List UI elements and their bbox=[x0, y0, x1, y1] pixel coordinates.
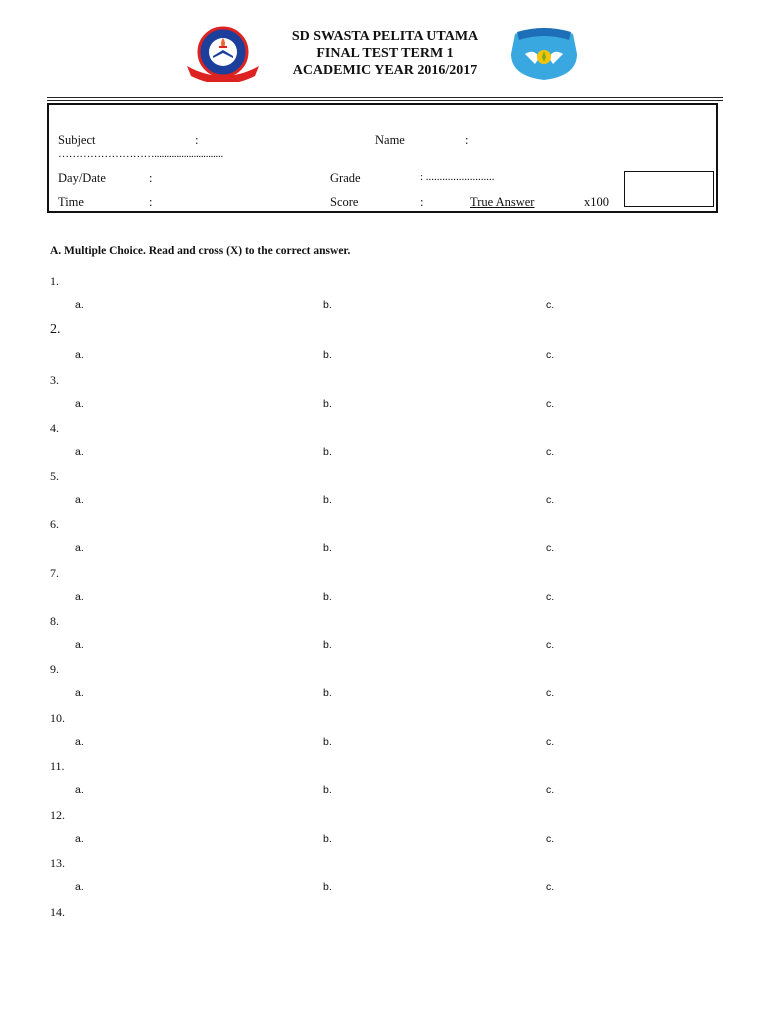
school-name: SD SWASTA PELITA UTAMA bbox=[291, 29, 479, 44]
option-a[interactable]: a. bbox=[75, 591, 84, 603]
question-number: 6. bbox=[50, 517, 59, 531]
score-label: Score bbox=[330, 195, 359, 209]
score-colon: : bbox=[420, 195, 424, 209]
question-number: 8. bbox=[50, 614, 59, 628]
subject-colon: : bbox=[195, 133, 199, 147]
tut-wuri-handayani-logo bbox=[507, 24, 581, 82]
option-b[interactable]: b. bbox=[323, 687, 332, 699]
option-a[interactable]: a. bbox=[75, 687, 84, 699]
option-c[interactable]: c. bbox=[546, 494, 555, 506]
question-number: 2. bbox=[50, 322, 61, 337]
option-c[interactable]: c. bbox=[546, 833, 555, 845]
question-number: 7. bbox=[50, 566, 59, 580]
name-colon: : bbox=[465, 133, 469, 147]
option-b[interactable]: b. bbox=[323, 349, 332, 361]
time-label: Time bbox=[58, 195, 84, 209]
daydate-label: Day/Date bbox=[58, 171, 106, 185]
option-c[interactable]: c. bbox=[546, 349, 555, 361]
score-formula-multiplier: x100 bbox=[584, 195, 609, 209]
question-number: 5. bbox=[50, 469, 59, 483]
score-box bbox=[624, 171, 714, 207]
question-number: 9. bbox=[50, 662, 59, 676]
option-c[interactable]: c. bbox=[546, 881, 555, 893]
option-c[interactable]: c. bbox=[546, 542, 555, 554]
option-a[interactable]: a. bbox=[75, 784, 84, 796]
option-c[interactable]: c. bbox=[546, 639, 555, 651]
option-b[interactable]: b. bbox=[323, 784, 332, 796]
subject-label: Subject bbox=[58, 133, 96, 147]
option-c[interactable]: c. bbox=[546, 398, 555, 410]
question-number: 13. bbox=[50, 856, 65, 870]
option-b[interactable]: b. bbox=[323, 881, 332, 893]
header-title bbox=[265, 28, 505, 79]
question-number: 4. bbox=[50, 421, 59, 435]
option-a[interactable]: a. bbox=[75, 881, 84, 893]
option-c[interactable]: c. bbox=[546, 591, 555, 603]
question-number: 11. bbox=[50, 759, 65, 773]
option-a[interactable]: a. bbox=[75, 736, 84, 748]
time-colon: : bbox=[149, 195, 153, 209]
question-number: 10. bbox=[50, 711, 65, 725]
section-a-instructions: A. Multiple Choice. Read and cross (X) to the correct answer. bbox=[50, 245, 351, 257]
option-b[interactable]: b. bbox=[323, 542, 332, 554]
option-b[interactable]: b. bbox=[323, 591, 332, 603]
question-number: 14. bbox=[50, 905, 65, 919]
option-b[interactable]: b. bbox=[323, 398, 332, 410]
option-c[interactable]: c. bbox=[546, 446, 555, 458]
option-c[interactable]: c. bbox=[546, 299, 555, 311]
test-title: FINAL TEST TERM 1 bbox=[316, 46, 454, 61]
option-a[interactable]: a. bbox=[75, 349, 84, 361]
option-a[interactable]: a. bbox=[75, 833, 84, 845]
question-number: 12. bbox=[50, 808, 65, 822]
option-b[interactable]: b. bbox=[323, 494, 332, 506]
option-a[interactable]: a. bbox=[75, 542, 84, 554]
score-formula-numerator: True Answer bbox=[470, 195, 535, 209]
option-a[interactable]: a. bbox=[75, 299, 84, 311]
option-c[interactable]: c. bbox=[546, 736, 555, 748]
header-rule-top bbox=[47, 97, 723, 98]
school-logo bbox=[183, 24, 263, 82]
grade-dotted-field: : ......................... bbox=[420, 171, 495, 183]
option-a[interactable]: a. bbox=[75, 446, 84, 458]
option-a[interactable]: a. bbox=[75, 639, 84, 651]
option-b[interactable]: b. bbox=[323, 736, 332, 748]
option-a[interactable]: a. bbox=[75, 398, 84, 410]
daydate-colon: : bbox=[149, 171, 153, 185]
option-b[interactable]: b. bbox=[323, 639, 332, 651]
name-label: Name bbox=[375, 133, 405, 147]
option-c[interactable]: c. bbox=[546, 687, 555, 699]
subject-dotted-line: ………………………............................ bbox=[58, 148, 223, 160]
option-a[interactable]: a. bbox=[75, 494, 84, 506]
option-b[interactable]: b. bbox=[323, 299, 332, 311]
question-number: 3. bbox=[50, 373, 59, 387]
option-c[interactable]: c. bbox=[546, 784, 555, 796]
header-rule-bottom bbox=[47, 100, 723, 101]
option-b[interactable]: b. bbox=[323, 446, 332, 458]
option-b[interactable]: b. bbox=[323, 833, 332, 845]
grade-label: Grade bbox=[330, 171, 361, 185]
academic-year: ACADEMIC YEAR 2016/2017 bbox=[292, 63, 478, 78]
question-number: 1. bbox=[50, 274, 59, 288]
